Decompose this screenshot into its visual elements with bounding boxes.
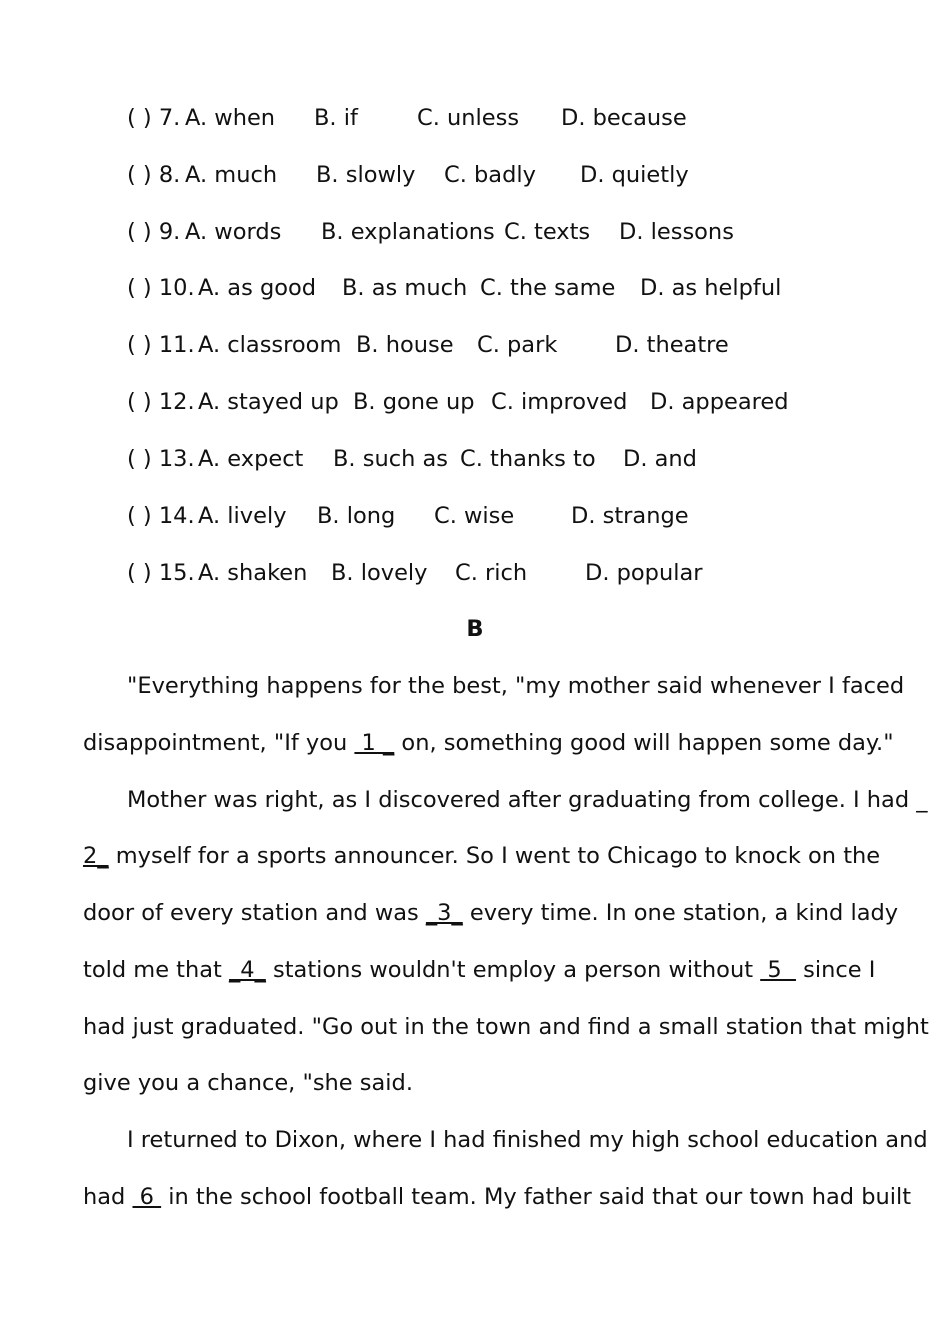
question-number: ( ) 14. [127,503,195,529]
option-d: D. strange [571,503,689,529]
option-c: C. thanks to [460,446,596,472]
option-b: B. as much [342,275,468,301]
option-d: D. popular [585,560,703,586]
option-b: B. such as [333,446,449,472]
passage-text: since I [795,957,876,983]
option-a: A. much [185,162,278,188]
blank-6: 6 [132,1184,162,1210]
option-d: D. and [623,446,697,472]
passage-line [83,723,894,763]
blank-4: _4_ [229,957,266,983]
passage-line [83,836,880,876]
question-number: ( ) 12. [127,389,195,415]
option-c: C. unless [417,105,520,131]
blank-1: 1 _ [354,730,395,756]
passage-line [83,950,875,990]
section-title: B [466,616,484,642]
passage-text: disappointment, "If you [83,730,355,756]
passage-text: on, something good will happen some day." [394,730,894,756]
passage-line: I returned to Dixon, where I had finished my high school education and [127,1127,928,1153]
question-number: ( ) 13. [127,446,195,472]
option-a: A. when [185,105,276,131]
option-b: B. explanations [321,219,495,245]
question-number: ( ) 10. [127,275,195,301]
passage-text: door of every station and was [83,900,426,926]
option-b: B. lovely [331,560,428,586]
blank-2: 2_ [83,843,109,869]
option-d: D. theatre [615,332,729,358]
passage-line: "Everything happens for the best, "my mother said whenever I faced [127,673,905,699]
option-a: A. shaken [198,560,308,586]
option-c: C. texts [504,219,591,245]
question-number: ( ) 7. [127,105,181,131]
passage-text: Mother was right, as I discovered after graduating from college. I had [127,787,917,813]
option-c: C. the same [480,275,616,301]
option-d: D. as helpful [640,275,782,301]
option-b: B. if [314,105,358,131]
passage-line [83,1177,911,1217]
question-number: ( ) 11. [127,332,195,358]
question-number: ( ) 9. [127,219,181,245]
option-c: C. wise [434,503,515,529]
passage-text: told me that [83,957,230,983]
option-a: A. expect [198,446,304,472]
option-d: D. because [561,105,687,131]
passage-text: every time. In one station, a kind lady [462,900,899,926]
passage-line [127,780,928,820]
option-a: A. lively [198,503,287,529]
option-a: A. stayed up [198,389,339,415]
option-a: A. words [185,219,282,245]
question-number: ( ) 15. [127,560,195,586]
passage-text: in the school football team. My father said that our town had built [161,1184,912,1210]
option-d: D. lessons [619,219,734,245]
option-d: D. quietly [580,162,689,188]
option-b: B. gone up [353,389,475,415]
option-a: A. as good [198,275,317,301]
option-a: A. classroom [198,332,342,358]
option-c: C. rich [455,560,528,586]
blank-3: _3_ [425,900,463,926]
passage-line [83,893,898,933]
passage-text: myself for a sports announcer. So I went to Chicago to knock on the [108,843,881,869]
option-b: B. slowly [316,162,416,188]
blank-5: 5 [760,957,796,983]
option-c: C. park [477,332,558,358]
question-number: ( ) 8. [127,162,181,188]
option-b: B. long [317,503,396,529]
passage-line: had just graduated. "Go out in the town and find a small station that might [83,1014,929,1040]
blank-2-start: _ [916,787,928,813]
option-b: B. house [356,332,454,358]
option-c: C. improved [491,389,628,415]
passage-text: had [83,1184,133,1210]
passage-line: give you a chance, "she said. [83,1070,413,1096]
option-d: D. appeared [650,389,789,415]
passage-text: stations wouldn't employ a person without [265,957,761,983]
option-c: C. badly [444,162,536,188]
